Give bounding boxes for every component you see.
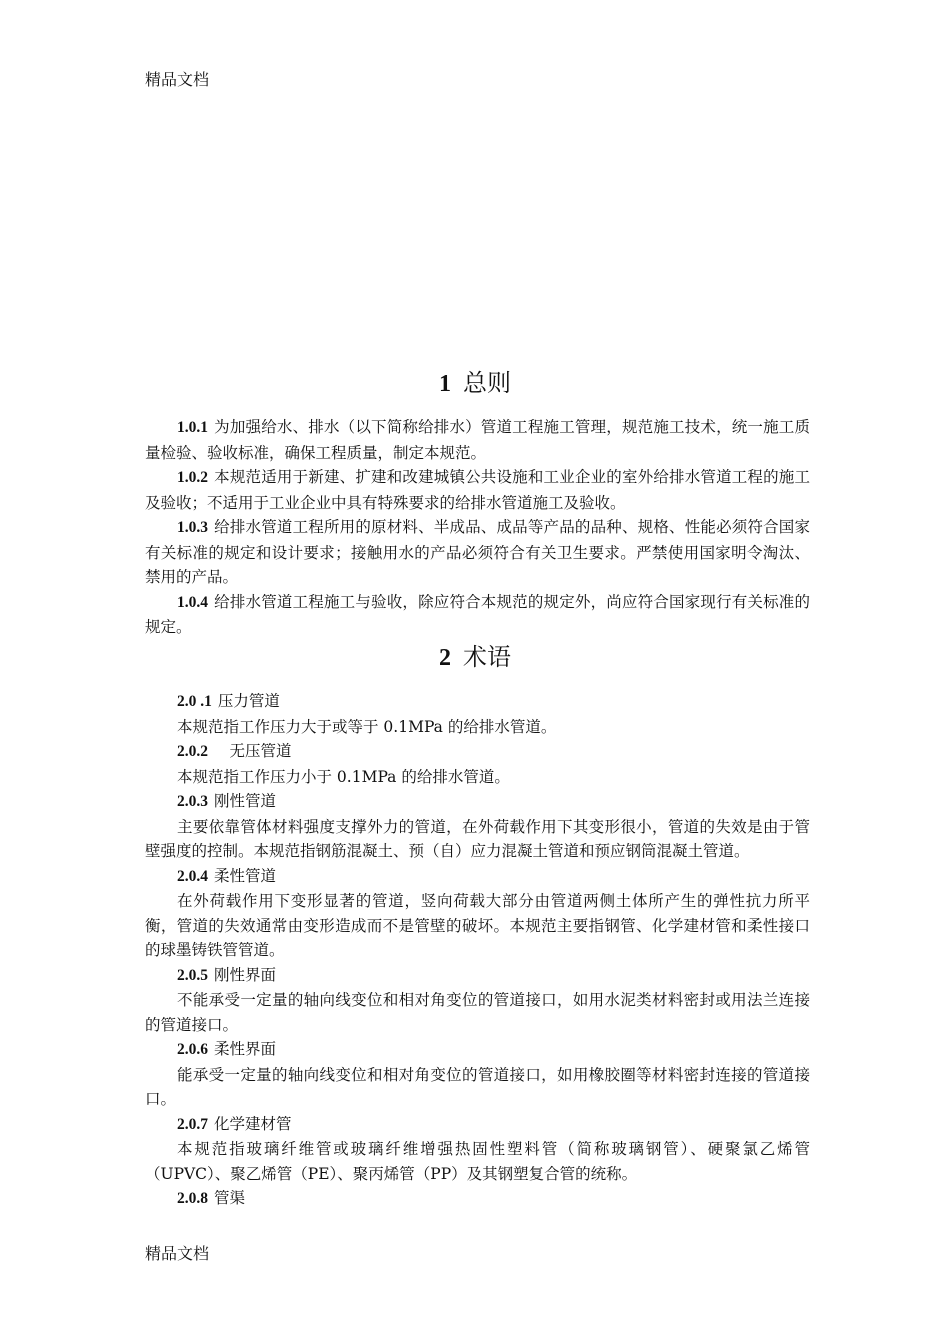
term-name: 柔性管道 bbox=[214, 866, 277, 885]
term-2-0-3-heading bbox=[145, 789, 810, 815]
term-2-0-8-heading bbox=[145, 1186, 810, 1212]
clause-text: 给排水管道工程所用的原材料、半成品、成品等产品的品种、规格、性能必须符合国家有关标准的规定和设计要求；接触用水的产品必须符合有关卫生要求。严禁使用国家明令淘汰、禁用的产品。 bbox=[145, 518, 810, 586]
clause-text: 为加强给水、排水（以下简称给排水）管道工程施工管理，规范施工技术，统一施工质量检验、验收标准，确保工程质量，制定本规范。 bbox=[145, 418, 810, 462]
term-2-0-5-heading bbox=[145, 963, 810, 989]
term-name: 刚性界面 bbox=[214, 965, 277, 984]
chapter-1-body bbox=[145, 415, 810, 640]
term-name: 管渠 bbox=[214, 1189, 246, 1207]
clause-text: 本规范适用于新建、扩建和改建城镇公共设施和工业企业的室外给排水管道工程的施工及验收；不适用于工业企业中具有特殊要求的给排水管道施工及验收。 bbox=[145, 468, 810, 512]
clause-number: 1.0.1 bbox=[177, 419, 208, 436]
term-2-0-6-heading bbox=[145, 1037, 810, 1063]
term-2-0-6-definition: 能承受一定量的轴向线变位和相对角变位的管道接口，如用橡胶圈等材料密封连接的管道接口。 bbox=[145, 1065, 810, 1108]
chapter-1-heading: 总则 bbox=[463, 369, 511, 397]
term-2-0-1-heading bbox=[145, 689, 810, 715]
clause-number: 1.0.4 bbox=[177, 593, 208, 611]
clause-1-0-4 bbox=[145, 590, 810, 640]
term-2-0-7-heading bbox=[145, 1112, 810, 1138]
chapter-2-number: 2 bbox=[439, 645, 451, 671]
term-2-0-3-definition: 主要依靠管体材料强度支撑外力的管道，在外荷载作用下其变形很小，管道的失效是由于管壁强度的控制。本规范指钢筋混凝土、预（自）应力混凝土管道和预应钢筒混凝土管道。 bbox=[145, 817, 810, 860]
term-number: 2.0.2 bbox=[177, 743, 208, 760]
chapter-2-heading: 术语 bbox=[463, 643, 511, 671]
clause-text: 给排水管道工程施工与验收，除应符合本规范的规定外，尚应符合国家现行有关标准的规定。 bbox=[145, 592, 810, 636]
clause-1-0-2 bbox=[145, 465, 810, 515]
term-name: 柔性界面 bbox=[214, 1040, 277, 1058]
term-name: 压力管道 bbox=[217, 692, 280, 710]
term-2-0-1-definition: 本规范指工作压力大于或等于 0.1MPa 的给排水管道。 bbox=[177, 717, 557, 736]
clause-1-0-1 bbox=[145, 415, 810, 465]
clause-1-0-3 bbox=[145, 515, 810, 590]
term-2-0-2-heading bbox=[145, 739, 810, 765]
term-number: 2.0.6 bbox=[177, 1041, 208, 1058]
clause-number: 1.0.2 bbox=[177, 469, 208, 486]
chapter-2-title bbox=[0, 640, 950, 675]
term-number: 2.0.5 bbox=[177, 966, 208, 984]
term-name: 刚性管道 bbox=[214, 792, 277, 810]
header-watermark: 精品文档 bbox=[145, 70, 210, 89]
chapter-1-number: 1 bbox=[439, 371, 451, 397]
term-2-0-2-definition: 本规范指工作压力小于 0.1MPa 的给排水管道。 bbox=[177, 767, 510, 786]
term-number: 2.0 .1 bbox=[177, 693, 212, 710]
chapter-1-title bbox=[0, 366, 950, 401]
footer-watermark: 精品文档 bbox=[145, 1244, 210, 1263]
chapter-2-body bbox=[145, 689, 810, 1212]
clause-number: 1.0.3 bbox=[177, 519, 208, 536]
term-2-0-7-definition: 本规范指玻璃纤维管或玻璃纤维增强热固性塑料管（简称玻璃钢管）、硬聚氯乙烯管（UPVC）、聚乙烯管（PE）、聚丙烯管（PP）及其钢塑复合管的统称。 bbox=[145, 1140, 810, 1183]
term-number: 2.0.4 bbox=[177, 867, 208, 885]
term-number: 2.0.8 bbox=[177, 1190, 208, 1207]
term-name: 化学建材管 bbox=[214, 1114, 292, 1133]
term-2-0-4-heading bbox=[145, 864, 810, 890]
term-2-0-4-definition: 在外荷载作用下变形显著的管道，竖向荷载大部分由管道两侧土体所产生的弹性抗力所平衡，管道的失效通常由变形造成而不是管壁的破坏。本规范主要指钢管、化学建材管和柔性接口的球墨铸铁管管道。 bbox=[145, 892, 810, 959]
term-number: 2.0.3 bbox=[177, 793, 208, 810]
term-2-0-5-definition: 不能承受一定量的轴向线变位和相对角变位的管道接口，如用水泥类材料密封或用法兰连接的管道接口。 bbox=[145, 991, 810, 1034]
term-number: 2.0.7 bbox=[177, 1115, 208, 1133]
term-name: 无压管道 bbox=[214, 742, 292, 760]
